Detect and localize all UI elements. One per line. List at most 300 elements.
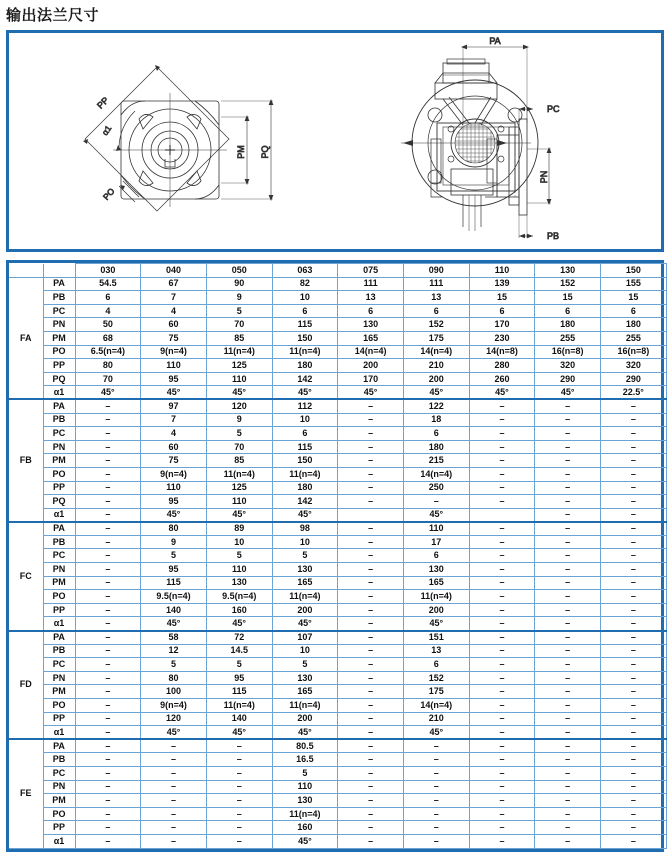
cell-fd-pa-150: – — [601, 631, 667, 645]
cell-fe-pm-030: – — [75, 794, 141, 808]
cell-fd-α1-040: 45° — [141, 726, 207, 740]
cell-fb-po-110: – — [469, 467, 535, 481]
cell-fa-pp-075: 200 — [338, 359, 404, 373]
cell-fe-pc-040: – — [141, 766, 207, 780]
cell-fe-pb-075: – — [338, 753, 404, 767]
cell-fd-pm-063: 165 — [272, 685, 338, 699]
param-label: PN — [43, 671, 75, 685]
table-row — [9, 780, 666, 794]
cell-fa-pq-110: 260 — [469, 372, 535, 386]
cell-fc-α1-075: – — [338, 617, 404, 631]
cell-fe-pb-063: 16.5 — [272, 753, 338, 767]
cell-fa-po-130: 16(n=8) — [535, 345, 601, 359]
table-row — [9, 753, 666, 767]
table-row — [9, 576, 666, 590]
param-label: α1 — [43, 386, 75, 400]
cell-fd-pm-050: 115 — [206, 685, 272, 699]
cell-fb-pq-050: 110 — [206, 495, 272, 509]
param-label: PB — [43, 535, 75, 549]
cell-fa-pa-050: 90 — [206, 277, 272, 291]
cell-fa-pm-050: 85 — [206, 331, 272, 345]
cell-fa-pc-030: 4 — [75, 304, 141, 318]
cell-fb-α1-050: 45° — [206, 508, 272, 522]
cell-fd-pb-090: 13 — [403, 644, 469, 658]
param-label: PB — [43, 644, 75, 658]
cell-fd-pb-030: – — [75, 644, 141, 658]
param-label: α1 — [43, 834, 75, 848]
cell-fe-po-050: – — [206, 807, 272, 821]
cell-fb-pa-063: 112 — [272, 399, 338, 413]
cell-fd-pb-110: – — [469, 644, 535, 658]
cell-fa-pa-090: 111 — [403, 277, 469, 291]
cell-fa-pc-050: 5 — [206, 304, 272, 318]
cell-fa-pq-050: 110 — [206, 372, 272, 386]
header-corner-param — [43, 264, 75, 278]
cell-fa-pp-050: 125 — [206, 359, 272, 373]
param-label: PP — [43, 481, 75, 495]
table-row — [9, 535, 666, 549]
cell-fe-po-130: – — [535, 807, 601, 821]
cell-fe-pp-075: – — [338, 821, 404, 835]
cell-fb-pn-130: – — [535, 440, 601, 454]
cell-fc-pp-090: 200 — [403, 603, 469, 617]
cell-fb-pq-063: 142 — [272, 495, 338, 509]
param-label: PC — [43, 658, 75, 672]
cell-fb-pb-030: – — [75, 413, 141, 427]
cell-fd-pm-030: – — [75, 685, 141, 699]
cell-fd-pn-130: – — [535, 671, 601, 685]
cell-fb-pm-150: – — [601, 454, 667, 468]
cell-fe-po-040: – — [141, 807, 207, 821]
cell-fe-α1-030: – — [75, 834, 141, 848]
cell-fb-pa-090: 122 — [403, 399, 469, 413]
cell-fb-pc-150: – — [601, 427, 667, 441]
cell-fb-pq-150: – — [601, 495, 667, 509]
cell-fb-pc-063: 6 — [272, 427, 338, 441]
table-row — [9, 807, 666, 821]
cell-fc-po-063: 11(n=4) — [272, 590, 338, 604]
cell-fb-po-030: – — [75, 467, 141, 481]
cell-fe-pm-050: – — [206, 794, 272, 808]
table-header — [9, 264, 666, 278]
param-label: PO — [43, 807, 75, 821]
param-label: PP — [43, 821, 75, 835]
cell-fb-po-130: – — [535, 467, 601, 481]
cell-fc-pa-040: 80 — [141, 522, 207, 536]
cell-fb-pb-090: 18 — [403, 413, 469, 427]
cell-fa-pm-030: 68 — [75, 331, 141, 345]
param-label: PP — [43, 603, 75, 617]
cell-fb-α1-030: – — [75, 508, 141, 522]
cell-fe-α1-040: – — [141, 834, 207, 848]
cell-fe-po-150: – — [601, 807, 667, 821]
cell-fa-pm-090: 175 — [403, 331, 469, 345]
cell-fe-pn-110: – — [469, 780, 535, 794]
table-row — [9, 644, 666, 658]
cell-fe-pm-110: – — [469, 794, 535, 808]
table-row — [9, 834, 666, 848]
cell-fd-pc-090: 6 — [403, 658, 469, 672]
cell-fd-pn-050: 95 — [206, 671, 272, 685]
cell-fb-pm-110: – — [469, 454, 535, 468]
cell-fd-pn-110: – — [469, 671, 535, 685]
cell-fe-pp-063: 160 — [272, 821, 338, 835]
cell-fc-pp-075: – — [338, 603, 404, 617]
param-label: PN — [43, 563, 75, 577]
cell-fa-α1-110: 45° — [469, 386, 535, 400]
cell-fc-pb-030: – — [75, 535, 141, 549]
cell-fe-pp-030: – — [75, 821, 141, 835]
cell-fa-pc-090: 6 — [403, 304, 469, 318]
cell-fd-pa-130: – — [535, 631, 601, 645]
cell-fc-pm-050: 130 — [206, 576, 272, 590]
cell-fc-pb-150: – — [601, 535, 667, 549]
cell-fa-pn-075: 130 — [338, 318, 404, 332]
cell-fa-po-150: 16(n=8) — [601, 345, 667, 359]
column-header-050: 050 — [206, 264, 272, 278]
cell-fe-po-030: – — [75, 807, 141, 821]
cell-fb-pq-130: – — [535, 495, 601, 509]
cell-fc-pp-040: 140 — [141, 603, 207, 617]
cell-fe-pa-110: – — [469, 739, 535, 753]
cell-fb-pm-130: – — [535, 454, 601, 468]
cell-fd-pp-075: – — [338, 712, 404, 726]
cell-fa-pa-040: 67 — [141, 277, 207, 291]
dim-label-pp: PP — [95, 95, 111, 111]
cell-fd-po-075: – — [338, 699, 404, 713]
cell-fb-pm-040: 75 — [141, 454, 207, 468]
cell-fe-pa-150: – — [601, 739, 667, 753]
cell-fc-pm-040: 115 — [141, 576, 207, 590]
cell-fd-pc-040: 5 — [141, 658, 207, 672]
cell-fe-pc-090: – — [403, 766, 469, 780]
cell-fc-pa-075: – — [338, 522, 404, 536]
cell-fa-pb-075: 13 — [338, 291, 404, 305]
cell-fa-pm-075: 165 — [338, 331, 404, 345]
cell-fc-α1-030: – — [75, 617, 141, 631]
square-flange-front-view — [61, 35, 311, 255]
table-row — [9, 277, 666, 291]
cell-fc-pb-040: 9 — [141, 535, 207, 549]
cell-fc-pb-075: – — [338, 535, 404, 549]
cell-fe-α1-150: – — [601, 834, 667, 848]
cell-fa-pm-110: 230 — [469, 331, 535, 345]
cell-fd-pa-063: 107 — [272, 631, 338, 645]
table-row — [9, 658, 666, 672]
cell-fe-po-090: – — [403, 807, 469, 821]
cell-fd-pc-150: – — [601, 658, 667, 672]
cell-fe-pa-030: – — [75, 739, 141, 753]
flange-dimension-table — [9, 263, 667, 849]
cell-fc-pb-063: 10 — [272, 535, 338, 549]
cell-fc-pa-050: 89 — [206, 522, 272, 536]
cell-fb-pb-150: – — [601, 413, 667, 427]
cell-fb-pa-050: 120 — [206, 399, 272, 413]
table-row — [9, 766, 666, 780]
table-row — [9, 821, 666, 835]
cell-fc-pc-030: – — [75, 549, 141, 563]
cell-fd-pm-075: – — [338, 685, 404, 699]
cell-fd-pm-090: 175 — [403, 685, 469, 699]
cell-fd-pc-030: – — [75, 658, 141, 672]
cell-fb-pc-050: 5 — [206, 427, 272, 441]
cell-fb-pp-050: 125 — [206, 481, 272, 495]
cell-fc-po-040: 9.5(n=4) — [141, 590, 207, 604]
cell-fd-pc-050: 5 — [206, 658, 272, 672]
flange-dimension-table-container — [6, 260, 664, 852]
cell-fd-α1-063: 45° — [272, 726, 338, 740]
cell-fc-pa-110: – — [469, 522, 535, 536]
cell-fd-pa-090: 151 — [403, 631, 469, 645]
cell-fd-pb-063: 10 — [272, 644, 338, 658]
table-header-row — [9, 264, 666, 278]
cell-fa-pn-050: 70 — [206, 318, 272, 332]
cell-fd-α1-130: – — [535, 726, 601, 740]
cell-fc-pn-040: 95 — [141, 563, 207, 577]
cell-fb-pm-075: – — [338, 454, 404, 468]
table-row — [9, 399, 666, 413]
cell-fb-pc-090: 6 — [403, 427, 469, 441]
table-row — [9, 440, 666, 454]
dim-label-pc: PC — [547, 104, 560, 114]
cell-fb-pn-090: 180 — [403, 440, 469, 454]
cell-fb-pm-050: 85 — [206, 454, 272, 468]
cell-fe-pm-040: – — [141, 794, 207, 808]
cell-fa-pc-130: 6 — [535, 304, 601, 318]
param-label: PN — [43, 440, 75, 454]
cell-fb-α1-063: 45° — [272, 508, 338, 522]
cell-fa-po-075: 14(n=4) — [338, 345, 404, 359]
cell-fe-pp-090: – — [403, 821, 469, 835]
cell-fb-pm-063: 150 — [272, 454, 338, 468]
cell-fe-pm-150: – — [601, 794, 667, 808]
dim-label-pb: PB — [547, 231, 560, 241]
drawing-panel — [6, 30, 664, 252]
cell-fd-pn-040: 80 — [141, 671, 207, 685]
cell-fb-α1-040: 45° — [141, 508, 207, 522]
cell-fe-pp-150: – — [601, 821, 667, 835]
param-label: PB — [43, 753, 75, 767]
cell-fb-pp-030: – — [75, 481, 141, 495]
cell-fc-pa-063: 98 — [272, 522, 338, 536]
cell-fc-po-090: 11(n=4) — [403, 590, 469, 604]
cell-fc-α1-130: – — [535, 617, 601, 631]
cell-fc-pm-075: – — [338, 576, 404, 590]
cell-fe-pc-150: – — [601, 766, 667, 780]
cell-fa-po-030: 6.5(n=4) — [75, 345, 141, 359]
param-label: PM — [43, 685, 75, 699]
cell-fc-po-030: – — [75, 590, 141, 604]
param-label: PC — [43, 766, 75, 780]
cell-fa-pp-130: 320 — [535, 359, 601, 373]
cell-fc-po-110: – — [469, 590, 535, 604]
cell-fc-pp-030: – — [75, 603, 141, 617]
cell-fb-pc-040: 4 — [141, 427, 207, 441]
cell-fd-pa-075: – — [338, 631, 404, 645]
table-row — [9, 617, 666, 631]
cell-fb-po-040: 9(n=4) — [141, 467, 207, 481]
cell-fd-po-130: – — [535, 699, 601, 713]
cell-fe-pc-130: – — [535, 766, 601, 780]
cell-fd-pm-040: 100 — [141, 685, 207, 699]
cell-fc-pc-130: – — [535, 549, 601, 563]
cell-fa-pa-110: 139 — [469, 277, 535, 291]
cell-fe-pa-040: – — [141, 739, 207, 753]
cell-fd-pp-030: – — [75, 712, 141, 726]
cell-fb-α1-130: – — [535, 508, 601, 522]
column-header-130: 130 — [535, 264, 601, 278]
cell-fb-pn-063: 115 — [272, 440, 338, 454]
cell-fb-pp-063: 180 — [272, 481, 338, 495]
cell-fb-pb-130: – — [535, 413, 601, 427]
table-row — [9, 549, 666, 563]
cell-fa-pa-030: 54.5 — [75, 277, 141, 291]
cell-fd-pn-030: – — [75, 671, 141, 685]
cell-fe-pb-090: – — [403, 753, 469, 767]
cell-fd-α1-050: 45° — [206, 726, 272, 740]
cell-fa-α1-050: 45° — [206, 386, 272, 400]
cell-fa-pq-075: 170 — [338, 372, 404, 386]
cell-fc-pa-030: – — [75, 522, 141, 536]
cell-fc-pb-050: 10 — [206, 535, 272, 549]
cell-fb-pb-050: 9 — [206, 413, 272, 427]
param-label: PA — [43, 277, 75, 291]
cell-fb-pp-075: – — [338, 481, 404, 495]
cell-fa-pc-150: 6 — [601, 304, 667, 318]
cell-fc-pc-150: – — [601, 549, 667, 563]
cell-fb-α1-150: – — [601, 508, 667, 522]
cell-fb-pb-110: – — [469, 413, 535, 427]
cell-fd-po-050: 11(n=4) — [206, 699, 272, 713]
cell-fa-pn-110: 170 — [469, 318, 535, 332]
cell-fa-pm-130: 255 — [535, 331, 601, 345]
cell-fb-pc-030: – — [75, 427, 141, 441]
cell-fa-pn-030: 50 — [75, 318, 141, 332]
cell-fe-pn-050: – — [206, 780, 272, 794]
cell-fd-pp-050: 140 — [206, 712, 272, 726]
cell-fa-pq-090: 200 — [403, 372, 469, 386]
table-row — [9, 671, 666, 685]
cell-fc-po-075: – — [338, 590, 404, 604]
table-row — [9, 467, 666, 481]
cell-fa-pa-150: 155 — [601, 277, 667, 291]
cell-fb-pb-063: 10 — [272, 413, 338, 427]
dim-label-pm: PM — [236, 145, 246, 159]
cell-fa-pb-050: 9 — [206, 291, 272, 305]
cell-fa-pc-075: 6 — [338, 304, 404, 318]
table-row — [9, 291, 666, 305]
cell-fd-pb-130: – — [535, 644, 601, 658]
param-label: PC — [43, 427, 75, 441]
cell-fd-α1-030: – — [75, 726, 141, 740]
param-label: PO — [43, 699, 75, 713]
cell-fb-pn-075: – — [338, 440, 404, 454]
cell-fa-po-063: 11(n=4) — [272, 345, 338, 359]
cell-fb-pc-110: – — [469, 427, 535, 441]
cell-fb-pc-130: – — [535, 427, 601, 441]
cell-fd-po-110: – — [469, 699, 535, 713]
cell-fd-pn-150: – — [601, 671, 667, 685]
cell-fe-pa-050: – — [206, 739, 272, 753]
table-row — [9, 454, 666, 468]
cell-fe-pc-063: 5 — [272, 766, 338, 780]
cell-fb-pa-130: – — [535, 399, 601, 413]
cell-fe-pb-050: – — [206, 753, 272, 767]
cell-fc-pc-063: 5 — [272, 549, 338, 563]
column-header-150: 150 — [601, 264, 667, 278]
cell-fe-po-063: 11(n=4) — [272, 807, 338, 821]
cell-fb-α1-075 — [338, 508, 404, 522]
table-row — [9, 359, 666, 373]
cell-fe-pm-090: – — [403, 794, 469, 808]
cell-fb-pq-040: 95 — [141, 495, 207, 509]
cell-fe-pa-063: 80.5 — [272, 739, 338, 753]
dim-label-pq: PQ — [260, 145, 270, 159]
cell-fe-pp-040: – — [141, 821, 207, 835]
cell-fa-α1-130: 45° — [535, 386, 601, 400]
cell-fa-α1-030: 45° — [75, 386, 141, 400]
cell-fc-pn-130: – — [535, 563, 601, 577]
table-row — [9, 726, 666, 740]
cell-fc-pm-130: – — [535, 576, 601, 590]
cell-fe-α1-110: – — [469, 834, 535, 848]
cell-fb-pn-110: – — [469, 440, 535, 454]
cell-fd-pm-110: – — [469, 685, 535, 699]
cell-fb-pp-090: 250 — [403, 481, 469, 495]
cell-fa-po-110: 14(n=8) — [469, 345, 535, 359]
cell-fd-pa-030: – — [75, 631, 141, 645]
cell-fd-pb-050: 14.5 — [206, 644, 272, 658]
param-label: PA — [43, 399, 75, 413]
cell-fc-pn-075: – — [338, 563, 404, 577]
cell-fb-pq-030: – — [75, 495, 141, 509]
cell-fb-pq-110: – — [469, 495, 535, 509]
cell-fe-pp-130: – — [535, 821, 601, 835]
table-row — [9, 386, 666, 400]
cell-fa-pq-030: 70 — [75, 372, 141, 386]
cell-fc-pb-130: – — [535, 535, 601, 549]
cell-fd-pb-040: 12 — [141, 644, 207, 658]
table-row — [9, 699, 666, 713]
cell-fa-pc-110: 6 — [469, 304, 535, 318]
cell-fa-pc-040: 4 — [141, 304, 207, 318]
cell-fc-pn-150: – — [601, 563, 667, 577]
cell-fc-pm-063: 165 — [272, 576, 338, 590]
cell-fe-pc-075: – — [338, 766, 404, 780]
param-label: PB — [43, 291, 75, 305]
cell-fb-pn-040: 60 — [141, 440, 207, 454]
cell-fc-po-130: – — [535, 590, 601, 604]
param-label: PN — [43, 780, 75, 794]
cell-fb-po-150: – — [601, 467, 667, 481]
cell-fc-pc-075: – — [338, 549, 404, 563]
cell-fc-pp-130: – — [535, 603, 601, 617]
cell-fb-pn-030: – — [75, 440, 141, 454]
cell-fb-po-090: 14(n=4) — [403, 467, 469, 481]
param-label: PA — [43, 739, 75, 753]
group-label-fe: FE — [9, 739, 43, 848]
cell-fe-α1-050: – — [206, 834, 272, 848]
cell-fe-pb-030: – — [75, 753, 141, 767]
cell-fe-po-075: – — [338, 807, 404, 821]
cell-fa-pa-075: 111 — [338, 277, 404, 291]
cell-fe-pc-030: – — [75, 766, 141, 780]
cell-fb-pq-075: – — [338, 495, 404, 509]
param-label: PN — [43, 318, 75, 332]
table-row — [9, 685, 666, 699]
cell-fc-pm-030: – — [75, 576, 141, 590]
cell-fa-pc-063: 6 — [272, 304, 338, 318]
